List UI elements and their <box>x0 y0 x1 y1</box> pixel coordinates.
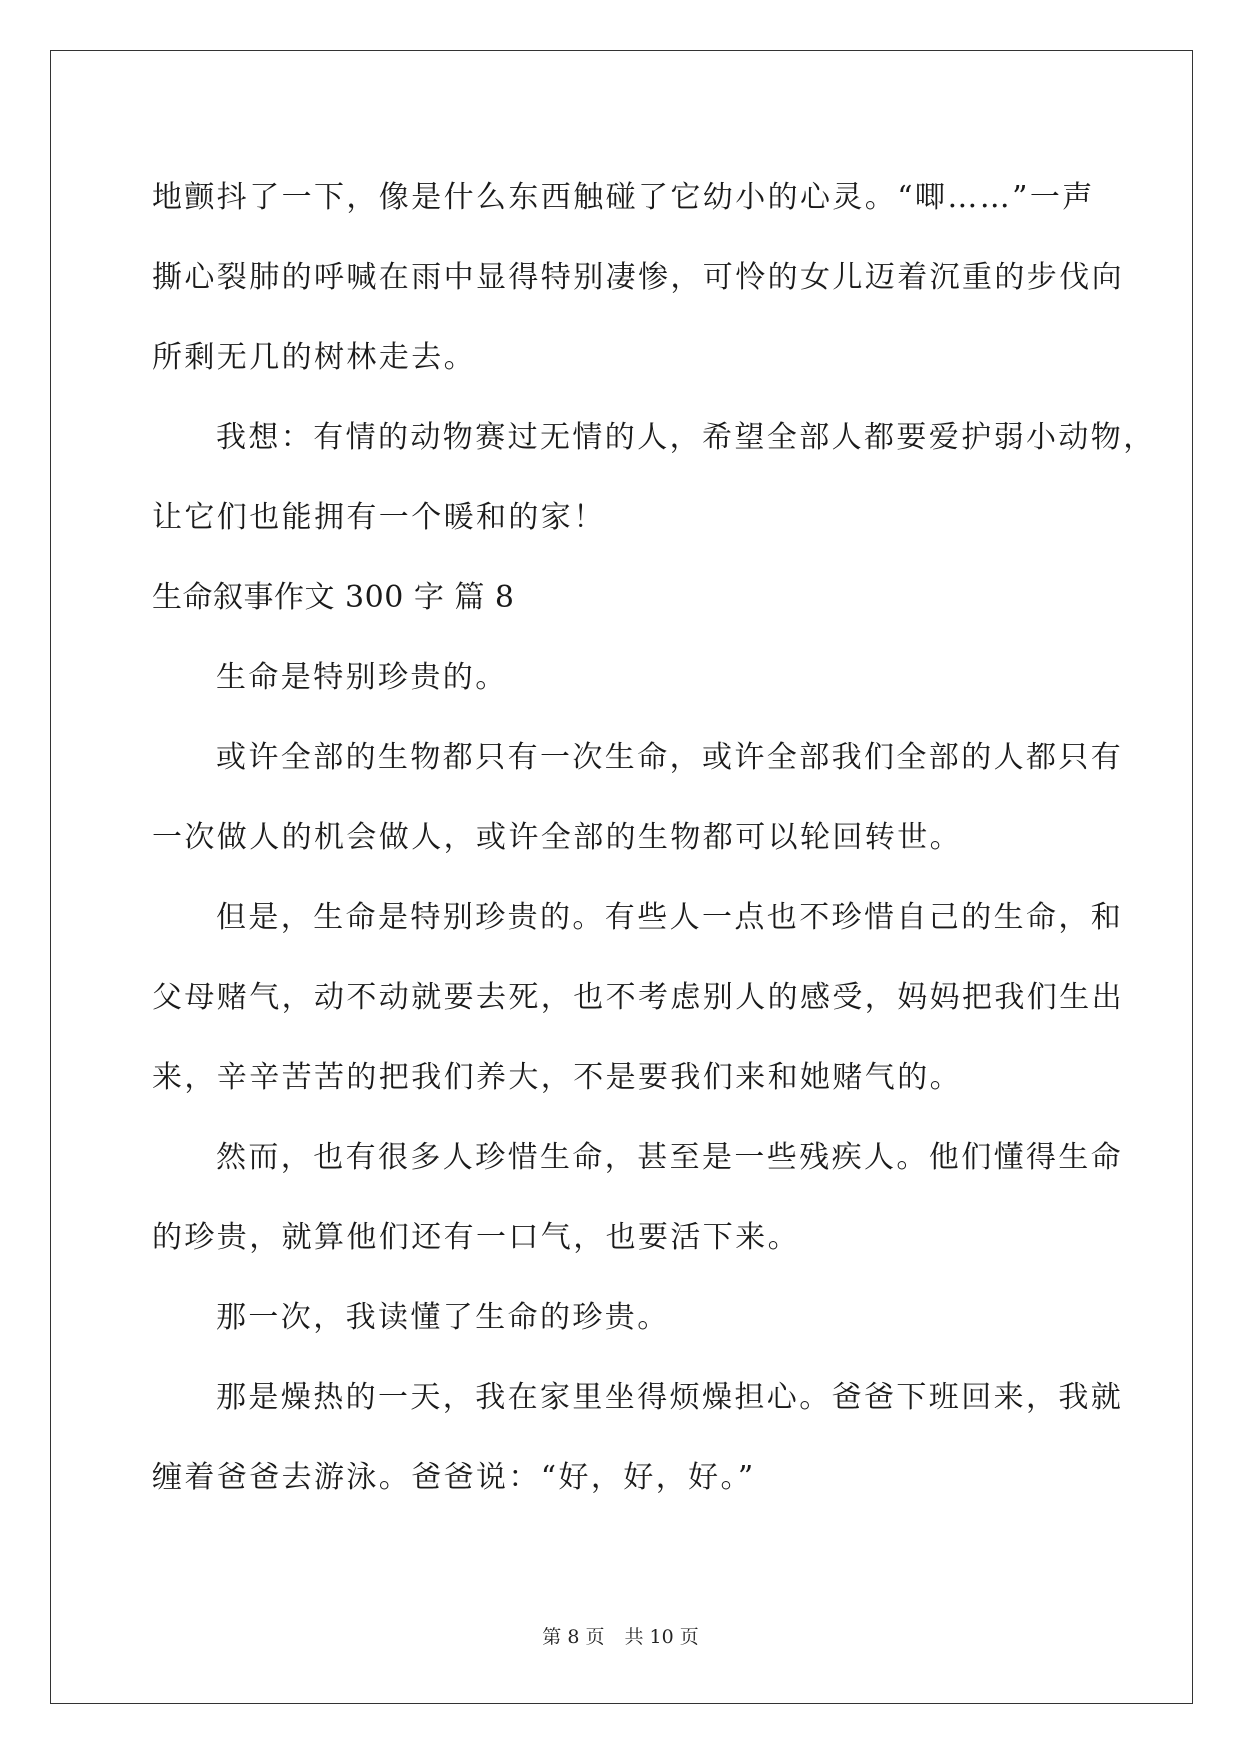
text-line: 来，辛辛苦苦的把我们养大，不是要我们来和她赌气的。 <box>152 1060 962 1095</box>
paragraph-start: 生命是特别珍贵的。 <box>216 660 508 695</box>
page-number: 第 8 页 <box>542 1626 605 1648</box>
text-line: 地颤抖了一下，像是什么东西触碰了它幼小的心灵。“唧……”一声 <box>152 180 1095 215</box>
paragraph-start: 然而，也有很多人珍惜生命，甚至是一些残疾人。他们懂得生命 <box>216 1140 1124 1175</box>
paragraph-start: 那是燥热的一天，我在家里坐得烦燥担心。爸爸下班回来，我就 <box>216 1380 1124 1415</box>
text-line: 缠着爸爸去游泳。爸爸说：“好，好，好。” <box>152 1460 756 1495</box>
page-footer <box>0 1622 1241 1649</box>
paragraph-start: 那一次，我读懂了生命的珍贵。 <box>216 1300 670 1335</box>
paragraph-start: 我想：有情的动物赛过无情的人，希望全部人都要爱护弱小动物， <box>216 420 1156 455</box>
document-body <box>152 158 1156 1518</box>
text-line: 父母赌气，动不动就要去死，也不考虑别人的感受，妈妈把我们生出 <box>152 980 1124 1015</box>
paragraph-start: 但是，生命是特别珍贵的。有些人一点也不珍惜自己的生命，和 <box>216 900 1124 935</box>
text-line: 让它们也能拥有一个暖和的家！ <box>152 500 606 535</box>
text-line: 撕心裂肺的呼喊在雨中显得特别凄惨，可怜的女儿迈着沉重的步伐向 <box>152 260 1124 295</box>
text-line: 的珍贵，就算他们还有一口气，也要活下来。 <box>152 1220 800 1255</box>
page-total: 共 10 页 <box>624 1626 699 1648</box>
section-heading: 生命叙事作文 300 字 篇 8 <box>152 580 515 615</box>
paragraph-start: 或许全部的生物都只有一次生命，或许全部我们全部的人都只有 <box>216 740 1124 775</box>
text-line: 一次做人的机会做人，或许全部的生物都可以轮回转世。 <box>152 820 962 855</box>
text-line: 所剩无几的树林走去。 <box>152 340 476 375</box>
